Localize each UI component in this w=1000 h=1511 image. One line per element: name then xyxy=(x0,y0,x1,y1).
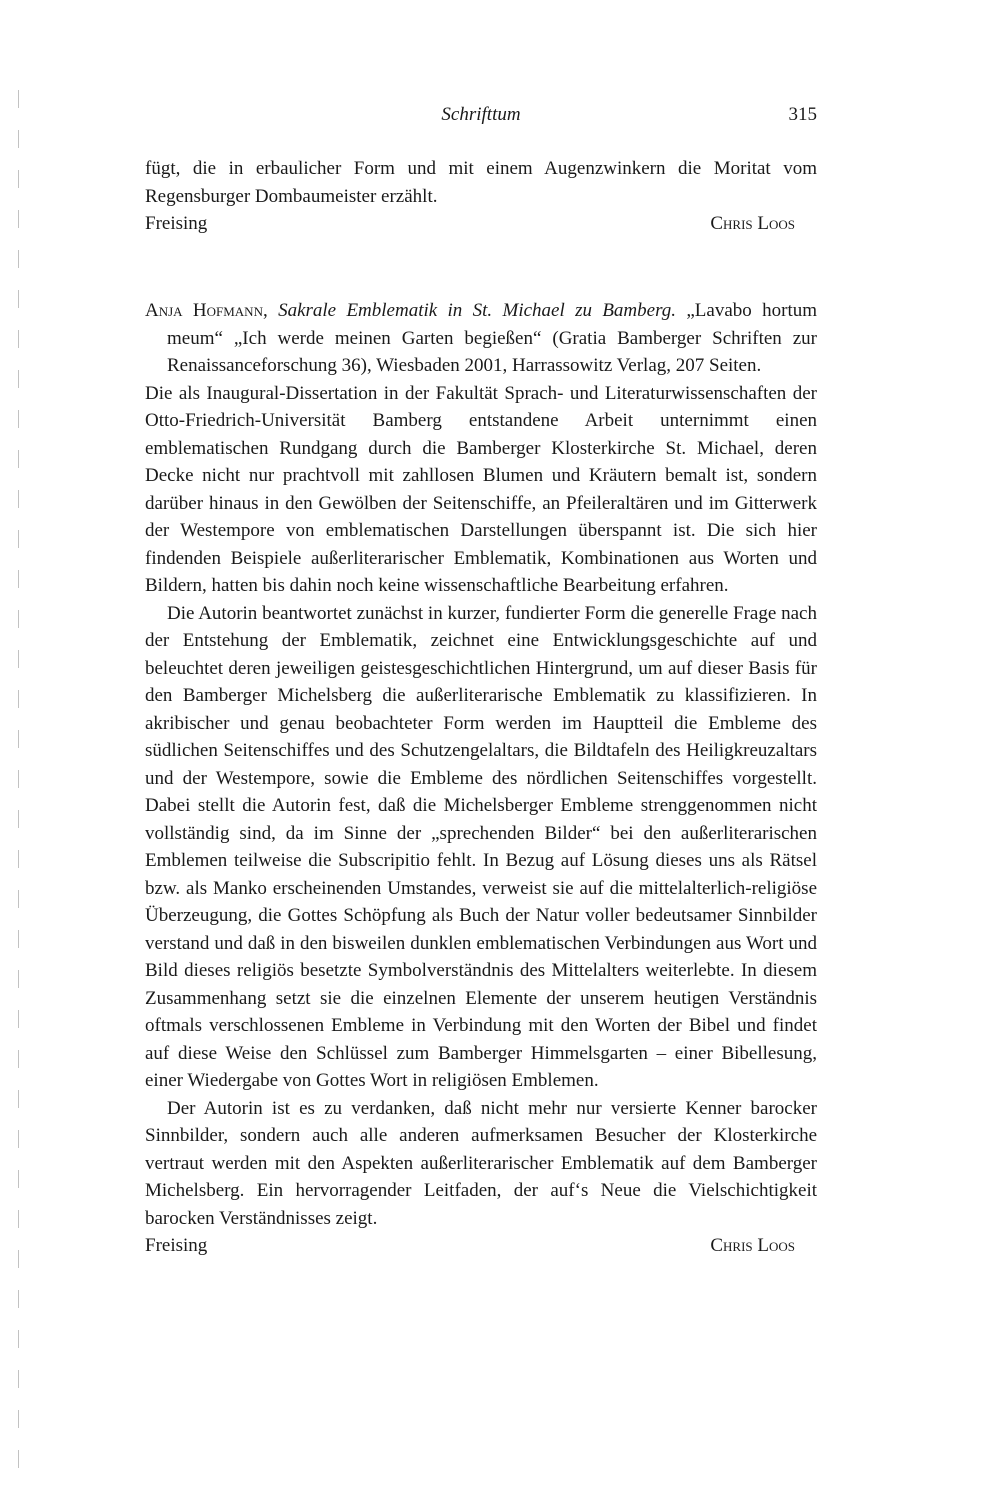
bibliographic-heading: Anja Hofmann, Sakrale Emblematik in St. Michael zu Bamberg. „Lavabo hortum meum“ „Ich werde meinen Garten begießen“ (Gratia Bamberger Schriften zur Renaissanceforschung 36), Wiesbaden 2001, Harrassowitz Verlag, 207 Seiten. xyxy=(145,300,818,376)
running-header xyxy=(145,104,817,130)
page-body xyxy=(145,155,817,1259)
book-title: Sakrale Emblematik in St. Michael zu Bamberg. xyxy=(278,300,677,321)
running-title: Schrifttum xyxy=(441,104,521,125)
review-entry xyxy=(145,297,817,1259)
book-details: „Lavabo hortum meum“ „Ich werde meinen Garten begießen“ (Gratia Bamberger Schriften zur Renaissanceforschung 36), Wiesbaden 2001, Harrassowitz Verlag, 207 Seiten. xyxy=(167,300,818,376)
review-signature xyxy=(145,1232,817,1259)
scan-margin-line xyxy=(18,90,19,1471)
signature-reviewer: Chris Loos xyxy=(710,1235,795,1256)
previous-review-ending: fügt, die in erbaulicher Form und mit einem Augenzwinkern die Moritat vom Regensburger Dombaumeister erzählt. xyxy=(145,158,817,207)
review-paragraph: Der Autorin ist es zu verdanken, daß nicht mehr nur versierte Kenner barocker Sinnbilder, sondern auch alle anderen aufmerksamen Besucher der Klosterkirche vertraut werden mit den Aspekten außerliterarischer Emblematik auf dem Bamberger Michelsberg. Ein hervorragender Leitfaden, der auf‘s Neue die Vielschichtigkeit barocken Verständnisses zeigt. xyxy=(145,1097,817,1229)
signature-reviewer: Chris Loos xyxy=(710,213,795,234)
previous-review-signature xyxy=(145,210,817,237)
page-number: 315 xyxy=(788,104,817,125)
book-author: Anja Hofmann xyxy=(145,300,263,321)
signature-place: Freising xyxy=(145,213,208,234)
signature-place: Freising xyxy=(145,1235,208,1256)
review-paragraph: Die als Inaugural-Dissertation in der Fakultät Sprach- und Literaturwissenschaften der Otto-Friedrich-Universität Bamberg entstandene Arbeit unternimmt einen emblematischen Rundgang durch die Bamberger Klosterkirche St. Michael, deren Decke nicht nur prachtvoll mit zahllosen Blumen und Kräutern bemalt ist, sondern darüber hinaus in den Gewölben der Seitenschiffe, an Pfeileraltären und im Gitterwerk der Westempore von emblematischen Darstellungen überspannt ist. Die sich hier findenden Beispiele außerliterarischer Emblematik, Kombinationen aus Worten und Bildern, hatten bis dahin noch keine wissenschaftliche Bearbeitung erfahren. xyxy=(145,382,817,596)
review-paragraph: Die Autorin beantwortet zunächst in kurzer, fundierter Form die generelle Frage nach der Entstehung der Emblematik, zeichnet eine Entwicklungsgeschichte auf und beleuchtet deren jeweiligen geistesgeschichtlichen Hintergrund, um auf dieser Basis für den Bamberger Michelsberg die außerliterarische Emblematik zu klassifizieren. In akribischer und genau beobachteter Form werden im Hauptteil die Embleme des südlichen Seitenschiffes und des Schutzengelaltars, die Bildtafeln des Heiligkreuzaltars und der Westempore, sowie die Embleme des nördlichen Seitenschiffes vorgestellt. Dabei stellt die Autorin fest, daß die Michelsberger Embleme strenggenommen nicht vollständig sind, da im Sinne der „sprechenden Bilder“ bei den außerliterarischen Emblemen teilweise die Subscripitio fehlt. In Bezug auf Lösung dieses uns als Rätsel bzw. als Manko erscheinenden Umstandes, verweist sie auf die mittelalterlich-religiöse Überzeugung, die Gottes Schöpfung als Buch der Natur voller bedeutsamer Sinnbilder verstand und daß in den bisweilen dunklen emblematischen Verbindungen aus Wort und Bild dieses religiös besetzte Symbolverständnis des Mittelalters weiterlebte. In diesem Zusammenhang setzt sie die einzelnen Elemente der unserem heutigen Verständnis oftmals verschlossenen Embleme in Verbindung mit den Worten der Bibel und findet auf diese Weise den Schlüssel zum Bamberger Himmelsgarten – einer Bibellesung, einer Wiedergabe von Gottes Wort in religiösen Emblemen. xyxy=(145,602,817,1091)
